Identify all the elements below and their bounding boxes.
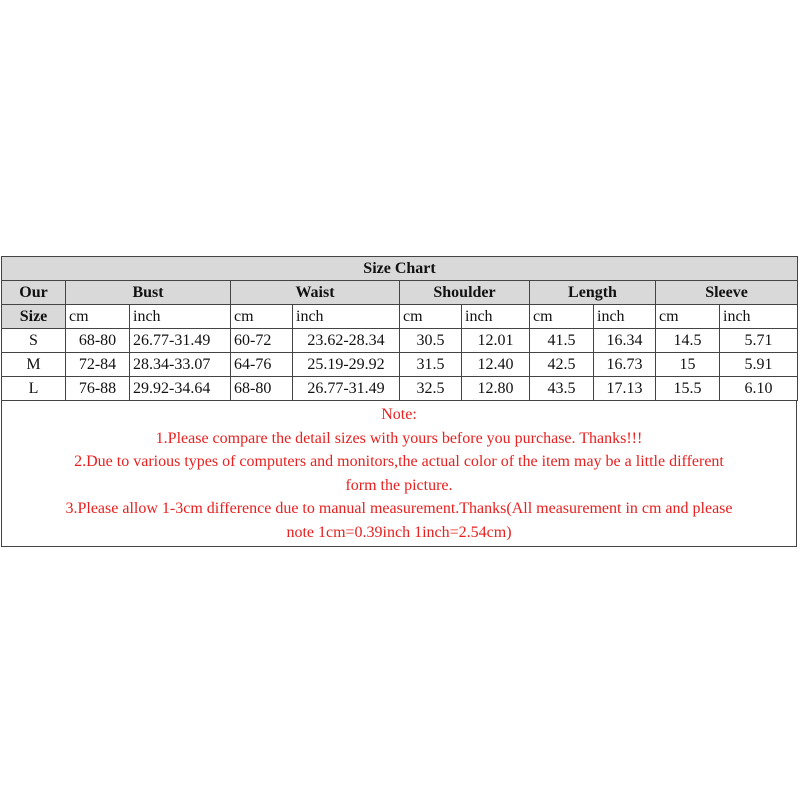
table-row (2, 377, 798, 401)
table-cell: 72-84 (66, 353, 130, 377)
size-chart (1, 256, 797, 547)
table-row (2, 329, 798, 353)
table-cell: 23.62-28.34 (293, 329, 400, 353)
note-heading: Note: (381, 406, 417, 423)
unit-cm: cm (530, 305, 594, 329)
unit-cm: cm (656, 305, 720, 329)
unit-cm: cm (231, 305, 293, 329)
group-sleeve: Sleeve (656, 281, 798, 305)
table-cell: 16.73 (594, 353, 656, 377)
table-cell: 28.34-33.07 (130, 353, 231, 377)
table-cell: 30.5 (400, 329, 462, 353)
unit-inch: inch (462, 305, 530, 329)
table-cell: 60-72 (231, 329, 293, 353)
size-chart-table (1, 256, 798, 401)
table-cell: 64-76 (231, 353, 293, 377)
table-cell: 15.5 (656, 377, 720, 401)
unit-cm: cm (400, 305, 462, 329)
table-cell: 5.91 (720, 353, 798, 377)
table-cell: 26.77-31.49 (130, 329, 231, 353)
unit-inch: inch (594, 305, 656, 329)
table-cell: 32.5 (400, 377, 462, 401)
table-cell: 6.10 (720, 377, 798, 401)
note-line-1: 1.Please compare the detail sizes with yours before you purchase. Thanks!!! (155, 429, 643, 447)
group-waist: Waist (231, 281, 400, 305)
table-cell: 42.5 (530, 353, 594, 377)
group-bust: Bust (66, 281, 231, 305)
table-cell: 76-88 (66, 377, 130, 401)
note-line-5: note 1cm=0.39inch 1inch=2.54cm) (286, 523, 512, 541)
table-cell: 5.71 (720, 329, 798, 353)
table-cell: 26.77-31.49 (293, 377, 400, 401)
unit-inch: inch (720, 305, 798, 329)
table-cell: 12.01 (462, 329, 530, 353)
table-cell: 68-80 (66, 329, 130, 353)
note-line-4: 3.Please allow 1-3cm difference due to manual measurement.Thanks(All measurement in cm and please (65, 500, 733, 517)
unit-cm: cm (66, 305, 130, 329)
table-cell: 43.5 (530, 377, 594, 401)
size-header-top: Our (2, 281, 66, 305)
table-cell: 14.5 (656, 329, 720, 353)
size-label: L (2, 377, 66, 401)
group-length: Length (530, 281, 656, 305)
chart-title: Size Chart (2, 257, 798, 281)
note-line-2: 2.Due to various types of computers and monitors,the actual color of the item may be a little different (74, 453, 724, 470)
group-shoulder: Shoulder (400, 281, 530, 305)
size-header-bottom: Size (2, 305, 66, 329)
unit-inch: inch (130, 305, 231, 329)
table-cell: 16.34 (594, 329, 656, 353)
note-block (1, 401, 797, 547)
table-cell: 15 (656, 353, 720, 377)
table-cell: 25.19-29.92 (293, 353, 400, 377)
table-cell: 31.5 (400, 353, 462, 377)
table-cell: 41.5 (530, 329, 594, 353)
table-cell: 17.13 (594, 377, 656, 401)
table-cell: 12.80 (462, 377, 530, 401)
table-row (2, 353, 798, 377)
note-line-3: form the picture. (345, 476, 453, 494)
unit-inch: inch (293, 305, 400, 329)
table-cell: 12.40 (462, 353, 530, 377)
table-cell: 68-80 (231, 377, 293, 401)
size-label: M (2, 353, 66, 377)
size-label: S (2, 329, 66, 353)
table-cell: 29.92-34.64 (130, 377, 231, 401)
